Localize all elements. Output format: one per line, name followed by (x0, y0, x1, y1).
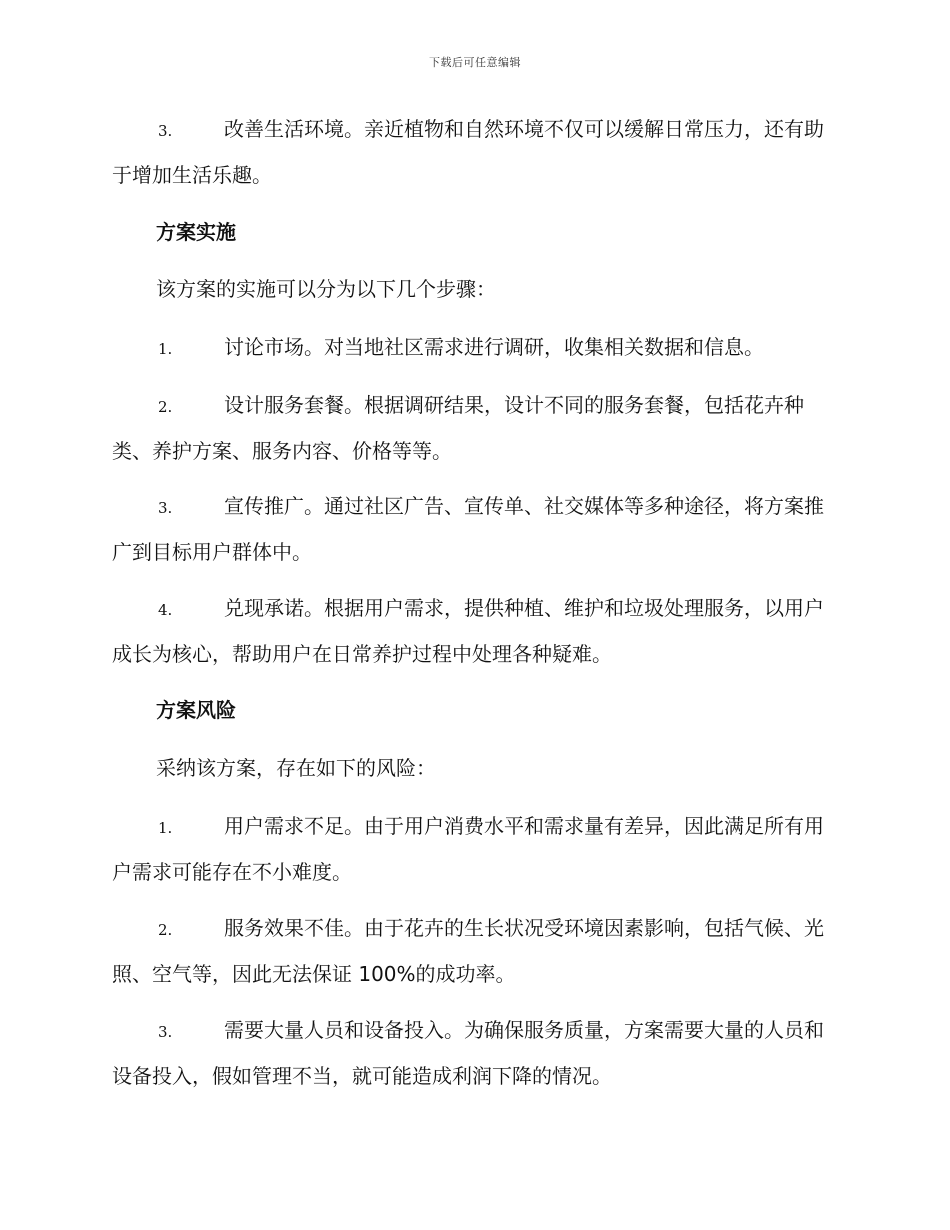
page-header: 下载后可任意编辑 (429, 56, 521, 69)
list-number: 3. (158, 122, 173, 140)
list-number: 2. (158, 921, 173, 939)
list-item (112, 325, 834, 371)
list-number: 2. (158, 398, 173, 416)
list-item (112, 906, 834, 996)
section-heading: 方案风险 (156, 698, 236, 722)
list-item (112, 804, 834, 894)
list-number: 3. (158, 1023, 173, 1041)
list-item (112, 484, 834, 574)
list-number: 1. (158, 340, 173, 358)
list-number: 1. (158, 819, 173, 837)
list-text: 设计服务套餐。根据调研结果，设计不同的服务套餐，包括花卉种类、养护方案、服务内容、价格等等。 (112, 393, 804, 463)
list-item (112, 383, 834, 473)
list-text: 改善生活环境。亲近植物和自然环境不仅可以缓解日常压力，还有助于增加生活乐趣。 (112, 117, 824, 187)
list-text: 需要大量人员和设备投入。为确保服务质量，方案需要大量的人员和设备投入，假如管理不当，就可能造成利润下降的情况。 (112, 1018, 824, 1088)
list-text: 用户需求不足。由于用户消费水平和需求量有差异，因此满足所有用户需求可能存在不小难度。 (112, 814, 824, 884)
intro-paragraph: 该方案的实施可以分为以下几个步骤： (156, 277, 496, 301)
list-item (112, 586, 834, 676)
section-heading: 方案实施 (156, 220, 236, 244)
list-number: 3. (158, 499, 173, 517)
list-number: 4. (158, 601, 173, 619)
intro-paragraph: 采纳该方案，存在如下的风险： (156, 756, 436, 780)
list-item (112, 107, 834, 197)
list-text: 兑现承诺。根据用户需求，提供种植、维护和垃圾处理服务，以用户成长为核心，帮助用户在日常养护过程中处理各种疑难。 (112, 596, 824, 666)
list-text: 服务效果不佳。由于花卉的生长状况受环境因素影响，包括气候、光照、空气等，因此无法保证 100%的成功率。 (112, 916, 824, 986)
list-text: 讨论市场。对当地社区需求进行调研，收集相关数据和信息。 (224, 335, 764, 359)
list-text: 宣传推广。通过社区广告、宣传单、社交媒体等多种途径，将方案推广到目标用户群体中。 (112, 494, 824, 564)
list-item (112, 1008, 834, 1098)
